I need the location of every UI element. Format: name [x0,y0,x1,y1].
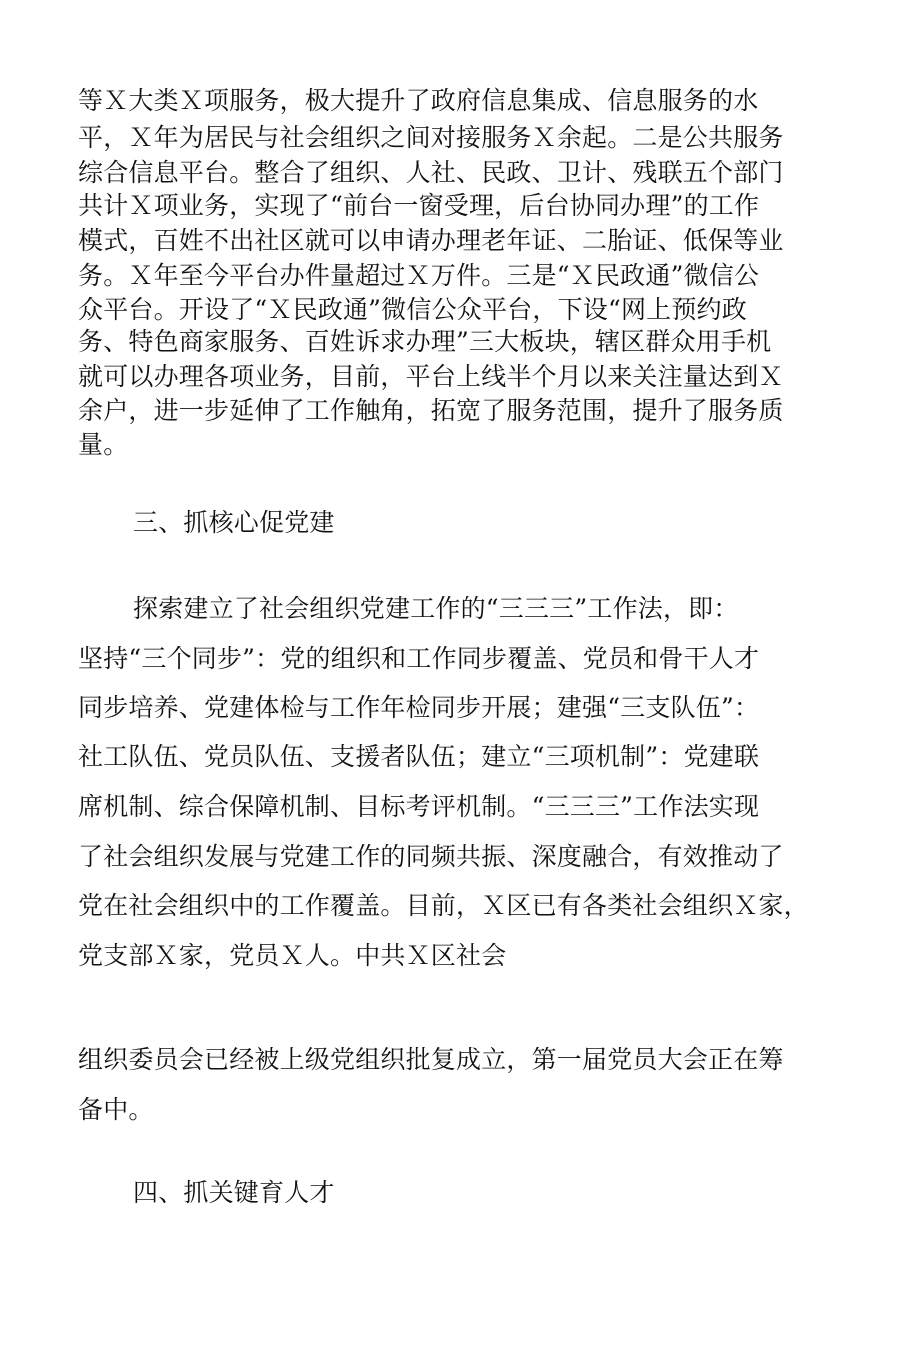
paragraph-line: 务。Ｘ年至今平台办件量超过Ｘ万件。三是“Ｘ民政通”微信公 [78,261,760,290]
paragraph-line: 等Ｘ大类Ｘ项服务，极大提升了政府信息集成、信息服务的水 [78,86,759,115]
paragraph-line: 综合信息平台。整合了组织、人社、民政、卫计、残联五个部门 [78,158,784,187]
paragraph-line: 同步培养、党建体检与工作年检同步开展；建强“三支队伍”： [78,693,760,722]
paragraph-line: 共计Ｘ项业务，实现了“前台一窗受理，后台协同办理”的工作 [78,191,760,220]
section-heading-4: 四、抓关键育人才 [133,1178,335,1207]
paragraph-line: 平，Ｘ年为居民与社会组织之间对接服务Ｘ余起。二是公共服务 [78,123,784,152]
paragraph-line: 席机制、综合保障机制、目标考评机制。“三三三”工作法实现 [78,792,760,821]
paragraph-line: 模式，百姓不出社区就可以申请办理老年证、二胎证、低保等业 [78,226,784,255]
paragraph-line: 备中。 [78,1095,154,1124]
paragraph-line: 务、特色商家服务、百姓诉求办理”三大板块，辖区群众用手机 [78,327,772,356]
paragraph-line: 了社会组织发展与党建工作的同频共振、深度融合，有效推动了 [78,842,784,871]
paragraph-line: 探索建立了社会组织党建工作的“三三三”工作法，即： [133,594,739,623]
paragraph-line: 坚持“三个同步”：党的组织和工作同步覆盖、党员和骨干人才 [78,644,760,673]
paragraph-line: 党在社会组织中的工作覆盖。目前，Ｘ区已有各类社会组织Ｘ家， [78,891,809,920]
paragraph-line: 组织委员会已经被上级党组织批复成立，第一届党员大会正在筹 [78,1045,784,1074]
paragraph-line: 众平台。开设了“Ｘ民政通”微信公众平台，下设“网上预约政 [78,295,747,324]
paragraph-line: 余户，进一步延伸了工作触角，拓宽了服务范围，提升了服务质 [78,396,784,425]
paragraph-line: 量。 [78,430,129,459]
section-heading-3: 三、抓核心促党建 [133,508,335,537]
paragraph-line: 社工队伍、党员队伍、支援者队伍；建立“三项机制”：党建联 [78,742,760,771]
paragraph-line: 党支部Ｘ家，党员Ｘ人。中共Ｘ区社会 [78,941,507,970]
paragraph-line: 就可以办理各项业务，目前，平台上线半个月以来关注量达到Ｘ [78,362,784,391]
